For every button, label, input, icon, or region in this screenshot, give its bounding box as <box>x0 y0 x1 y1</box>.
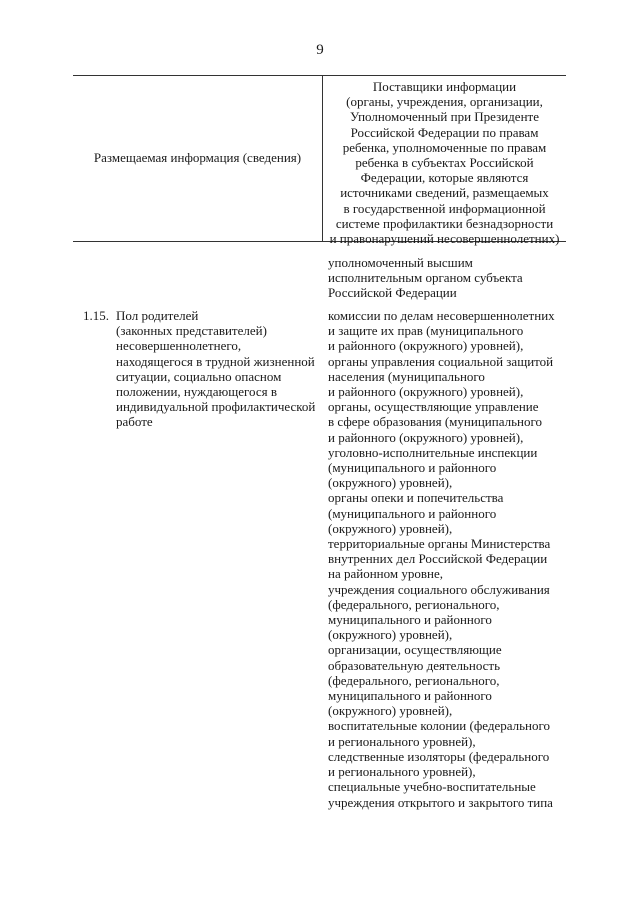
text-line: работе <box>116 414 153 430</box>
text-line: исполнительным органом субъекта <box>328 270 523 286</box>
header-line: Федерации, которые являются <box>360 170 529 186</box>
text-line: организации, осуществляющие <box>328 642 502 658</box>
text-line: учреждения социального обслуживания <box>328 581 550 597</box>
text-line: (окружного) уровней), <box>328 627 453 643</box>
header-line: ребенка в субъектах Российской <box>355 155 534 171</box>
text-line: учреждения открытого и закрытого типа <box>328 794 553 810</box>
text-line: муниципального и районного <box>328 688 492 704</box>
item-number: 1.15. <box>83 308 109 323</box>
text-line: положении, нуждающегося в <box>116 384 278 400</box>
text-line: специальные учебно-воспитательные <box>328 779 536 795</box>
text-line: комиссии по делам несовершеннолетних <box>328 308 555 323</box>
text-line: (законных представителей) <box>116 323 267 339</box>
text-line: внутренних дел Российской Федерации <box>328 551 548 567</box>
header-line: источниками сведений, размещаемых <box>340 185 549 201</box>
header-line: Российской Федерации по правам <box>350 124 539 140</box>
text-line: органы, осуществляющие управление <box>328 399 539 415</box>
text-line: и регионального уровней), <box>328 733 476 749</box>
text-line: (окружного) уровней), <box>328 703 453 719</box>
text-line: и районного (окружного) уровней), <box>328 384 524 400</box>
text-line: в сфере образования (муниципального <box>328 414 542 430</box>
text-line: (федерального, регионального, <box>328 596 500 612</box>
text-line: (муниципального и районного <box>328 460 497 476</box>
header-line: системе профилактики безнадзорности <box>335 215 554 231</box>
text-line: воспитательные колонии (федерального <box>328 718 551 734</box>
header-line: Поставщики информации <box>372 79 517 94</box>
text-line: и защите их прав (муниципального <box>328 323 524 339</box>
text-line: Пол родителей <box>116 308 199 323</box>
column-header-information: Размещаемая информация (сведения) <box>93 150 302 165</box>
text-line: и районного (окружного) уровней), <box>328 429 524 445</box>
text-line: и районного (окружного) уровней), <box>328 338 524 354</box>
header-line: Уполномоченный при Президенте <box>350 109 539 125</box>
text-line: органы управления социальной защитой <box>328 353 554 369</box>
text-line: находящегося в трудной жизненной <box>116 353 315 369</box>
item-information-text <box>116 308 315 430</box>
carryover-supplier-text <box>328 255 523 301</box>
text-line: образовательную деятельность <box>328 657 501 673</box>
column-header-suppliers <box>323 79 566 246</box>
text-line: на районном уровне, <box>328 566 443 582</box>
text-line: Российской Федерации <box>328 285 457 301</box>
text-line: (окружного) уровней), <box>328 520 453 536</box>
text-line: (муниципального и районного <box>328 505 497 521</box>
table-header-top-rule <box>73 75 566 76</box>
header-line: в государственной информационной <box>343 200 546 216</box>
text-line: уголовно-исполнительные инспекции <box>328 444 538 460</box>
header-line: (органы, учреждения, организации, <box>346 94 543 110</box>
text-line: следственные изоляторы (федерального <box>328 748 550 764</box>
text-line: индивидуальной профилактической <box>116 399 316 415</box>
text-line: муниципального и районного <box>328 612 492 628</box>
page-number: 9 <box>316 42 324 58</box>
text-line: уполномоченный высшим <box>328 255 473 270</box>
text-line: несовершеннолетнего, <box>116 338 242 354</box>
header-line: и правонарушений несовершеннолетних) <box>329 231 560 247</box>
text-line: ситуации, социально опасном <box>116 368 282 384</box>
text-line: органы опеки и попечительства <box>328 490 504 506</box>
item-suppliers-text <box>328 308 555 810</box>
text-line: и регионального уровней), <box>328 764 476 780</box>
header-line: ребенка, уполномоченные по правам <box>342 139 547 155</box>
text-line: (окружного) уровней), <box>328 475 453 491</box>
text-line: территориальные органы Министерства <box>328 536 551 552</box>
text-line: населения (муниципального <box>328 368 485 384</box>
text-line: (федерального, регионального, <box>328 672 500 688</box>
